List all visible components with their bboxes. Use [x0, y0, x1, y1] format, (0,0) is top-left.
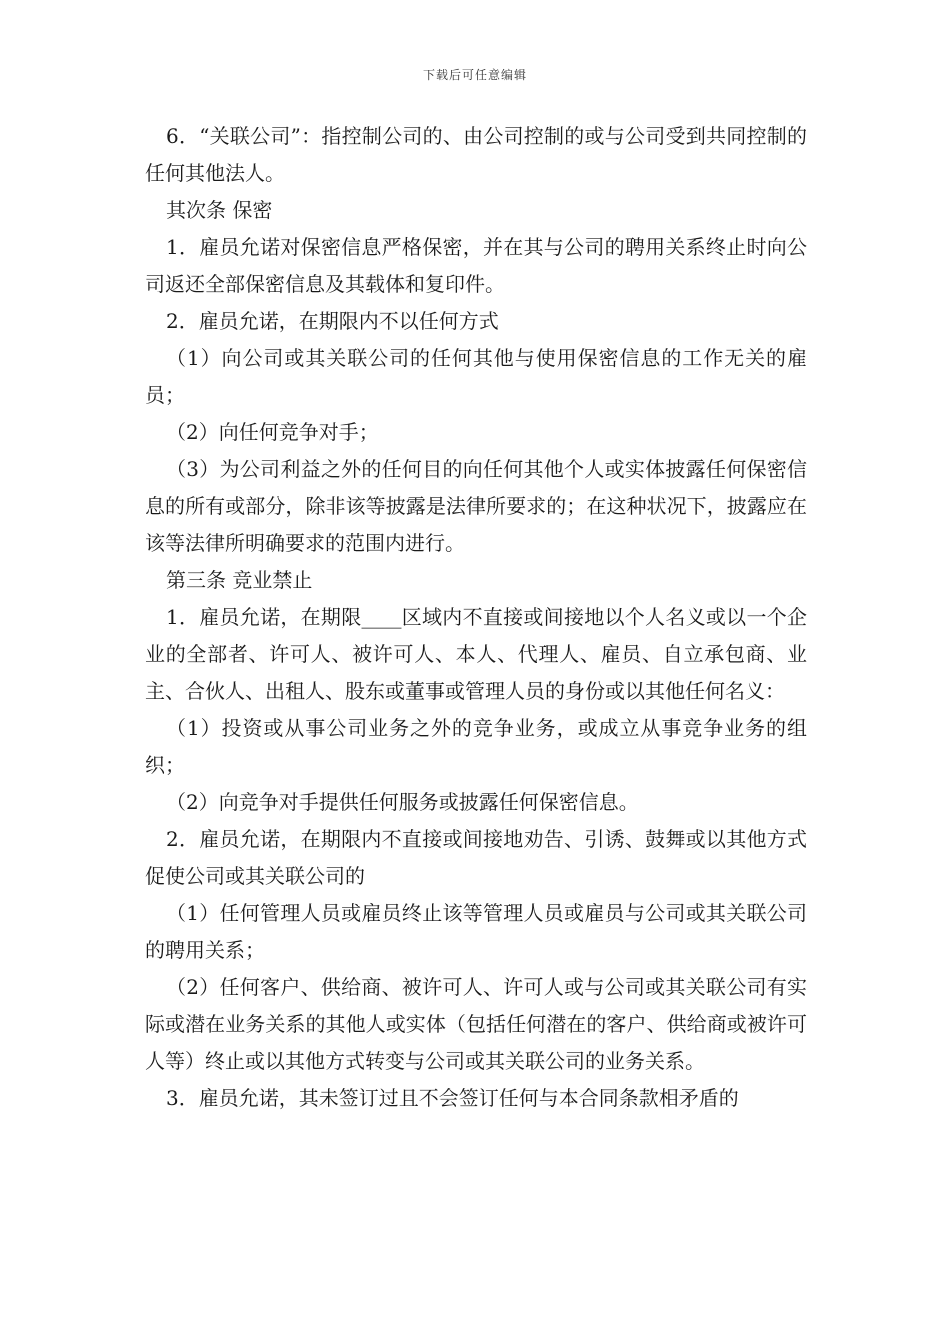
paragraph-2-2-item-2: （2）向任何竞争对手；	[166, 420, 379, 444]
document-body	[145, 118, 807, 1117]
paragraph-3-2-item-2: （2）任何客户、供给商、被许可人、许可人或与公司或其关联公司有实际或潜在业务关系的其他人或实体（包括任何潜在的客户、供给商或被许可人等）终止或以其他方式转变与公司或其关联公司的业务关系。	[145, 975, 807, 1073]
paragraph-3-1: 1．雇员允诺，在期限____区域内不直接或间接地以个人名义或以一个企业的全部者、许可人、被许可人、本人、代理人、雇员、自立承包商、业主、合伙人、出租人、股东或董事或管理人员的身份或以其他任何名义：	[145, 605, 807, 703]
paragraph-3-1-item-2: （2）向竞争对手提供任何服务或披露任何保密信息。	[166, 790, 639, 814]
paragraph-3-2-item-1: （1）任何管理人员或雇员终止该等管理人员或雇员与公司或其关联公司的聘用关系；	[145, 901, 807, 962]
paragraph-2-2-item-1: （1）向公司或其关联公司的任何其他与使用保密信息的工作无关的雇员；	[145, 346, 807, 407]
heading-article-2: 其次条 保密	[166, 198, 273, 222]
paragraph-2-1: 1．雇员允诺对保密信息严格保密，并在其与公司的聘用关系终止时向公司返还全部保密信息及其载体和复印件。	[145, 235, 807, 296]
paragraph-2-2-item-3: （3）为公司利益之外的任何目的向任何其他个人或实体披露任何保密信息的所有或部分，除非该等披露是法律所要求的；在这种状况下，披露应在该等法律所明确要求的范围内进行。	[145, 457, 807, 555]
paragraph-3-2: 2．雇员允诺，在期限内不直接或间接地劝告、引诱、鼓舞或以其他方式促使公司或其关联公司的	[145, 827, 807, 888]
page-header: 下载后可任意编辑	[422, 68, 527, 82]
paragraph-2-2: 2．雇员允诺，在期限内不以任何方式	[166, 309, 499, 333]
paragraph-3-1-item-1: （1）投资或从事公司业务之外的竞争业务，或成立从事竞争业务的组织；	[145, 716, 807, 777]
heading-article-3: 第三条 竞业禁止	[166, 568, 313, 592]
paragraph-3-3: 3．雇员允诺，其未签订过且不会签订任何与本合同条款相矛盾的	[166, 1086, 739, 1110]
paragraph-definition-affiliate: 6．“关联公司”：指控制公司的、由公司控制的或与公司受到共同控制的任何其他法人。	[145, 124, 807, 185]
